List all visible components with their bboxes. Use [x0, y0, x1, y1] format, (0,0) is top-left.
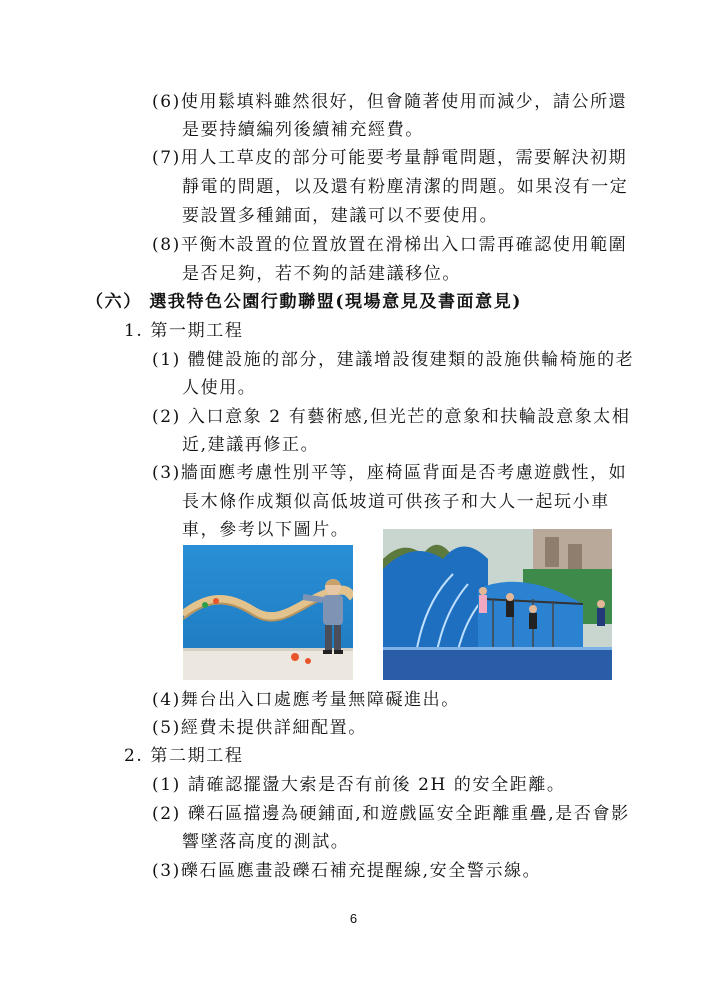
section-6-heading: （六） 選我特色公園行動聯盟(現場意見及書面意見) [86, 292, 523, 312]
item-8-line-1: (8)平衡木設置的位置放置在滑梯出入口需再確認使用範圍 [152, 235, 628, 255]
p2-item-1: (1) 請確認擺盪大索是否有前後 2H 的安全距離。 [152, 775, 566, 795]
item-7-line-2: 靜電的問題，以及還有粉塵清潔的問題。如果沒有一定 [182, 177, 629, 197]
p1-item-1-line-1: (1) 體健設施的部分，建議增設復建類的設施供輪椅施的老 [152, 350, 635, 370]
p1-item-2-line-2: 近,建議再修正。 [182, 435, 320, 455]
phase-1-heading: 1. 第一期工程 [124, 321, 244, 341]
p1-item-5: (5)經費未提供詳細配置。 [152, 718, 367, 738]
p2-item-2-line-1: (2) 礫石區擋邊為硬鋪面,和遊戲區安全距離重疊,是否會影 [152, 804, 630, 824]
reference-photo-wall-track [183, 545, 353, 680]
item-7-line-1: (7)用人工草皮的部分可能要考量靜電問題，需要解決初期 [152, 148, 628, 168]
item-8-line-2: 是否足夠，若不夠的話建議移位。 [182, 264, 461, 284]
reference-photo-wave-playground [383, 529, 612, 680]
p1-item-2-line-1: (2) 入口意象 2 有藝術感,但光芒的意象和扶輪設意象太相 [152, 407, 631, 427]
p1-item-3-line-1: (3)牆面應考慮性別平等，座椅區背面是否考慮遊戲性，如 [152, 463, 628, 483]
p1-item-3-line-3: 車，參考以下圖片。 [182, 520, 350, 540]
p1-item-3-line-2: 長木條作成類似高低坡道可供孩子和大人一起玩小車 [182, 492, 610, 512]
phase-2-heading: 2. 第二期工程 [124, 746, 244, 766]
p2-item-3: (3)礫石區應畫設礫石補充提醒線,安全警示線。 [152, 861, 542, 881]
item-6-line-2: 是要持續編列後續補充經費。 [182, 120, 424, 140]
item-7-line-3: 要設置多種鋪面，建議可以不要使用。 [182, 206, 499, 226]
p1-item-1-line-2: 人使用。 [182, 378, 257, 398]
item-6-line-1: (6)使用鬆填料雖然很好，但會隨著使用而減少，請公所還 [152, 92, 628, 112]
p1-item-4: (4)舞台出入口處應考量無障礙進出。 [152, 690, 460, 710]
p2-item-2-line-2: 響墜落高度的測試。 [182, 832, 350, 852]
page-number: 6 [349, 911, 358, 926]
